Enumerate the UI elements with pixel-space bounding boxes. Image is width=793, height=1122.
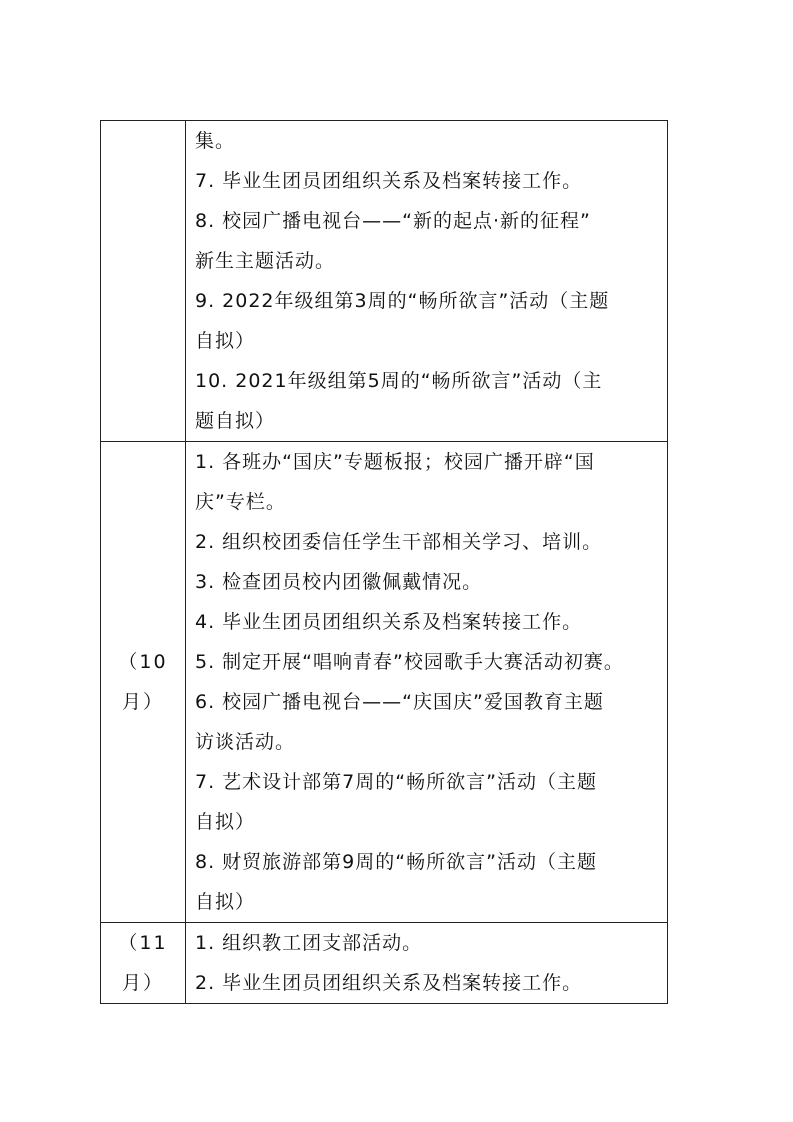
- content-line: 1. 组织教工团支部活动。: [195, 932, 423, 954]
- content-line: 7. 毕业生团员团组织关系及档案转接工作。: [195, 170, 583, 192]
- content-line: 9. 2022年级组第3周的“畅所欲言”活动（主题: [195, 290, 610, 312]
- table-row: [101, 121, 668, 442]
- content-line: 8. 财贸旅游部第9周的“畅所欲言”活动（主题: [195, 851, 597, 873]
- content-cell: [186, 923, 668, 1004]
- content-line: 题自拟）: [195, 410, 276, 432]
- content-line: 2. 毕业生团员团组织关系及档案转接工作。: [195, 972, 583, 994]
- content-line: 6. 校园广播电视台——“庆国庆”爱国教育主题: [195, 691, 604, 713]
- content-line: 自拟）: [195, 891, 256, 913]
- table-row: [101, 923, 668, 1004]
- content-line: 8. 校园广播电视台——“新的起点·新的征程”: [195, 210, 591, 232]
- content-line: 3. 检查团员校内团徽佩戴情况。: [195, 571, 483, 593]
- month-cell: [101, 923, 186, 1004]
- content-line: 新生主题活动。: [195, 250, 336, 272]
- month-cell: [101, 121, 186, 442]
- content-line: 自拟）: [195, 330, 256, 352]
- content-line: 2. 组织校团委信任学生干部相关学习、培训。: [195, 531, 603, 553]
- month-label: （11 月）: [118, 932, 168, 994]
- activity-plan-table: [100, 120, 668, 1004]
- content-cell: [186, 442, 668, 923]
- content-line: 5. 制定开展“唱响青春”校园歌手大赛活动初赛。: [195, 651, 624, 673]
- content-line: 庆”专栏。: [195, 491, 286, 513]
- content-cell: [186, 121, 668, 442]
- content-line: 4. 毕业生团员团组织关系及档案转接工作。: [195, 611, 583, 633]
- content-line: 集。: [195, 130, 236, 152]
- content-line: 自拟）: [195, 811, 256, 833]
- table-row: [101, 442, 668, 923]
- content-line: 1. 各班办“国庆”专题板报；校园广播开辟“国: [195, 451, 595, 473]
- month-label: （10 月）: [118, 651, 168, 713]
- content-line: 7. 艺术设计部第7周的“畅所欲言”活动（主题: [195, 771, 597, 793]
- content-line: 10. 2021年级组第5周的“畅所欲言”活动（主: [195, 370, 603, 392]
- content-line: 访谈活动。: [195, 731, 296, 753]
- month-cell: [101, 442, 186, 923]
